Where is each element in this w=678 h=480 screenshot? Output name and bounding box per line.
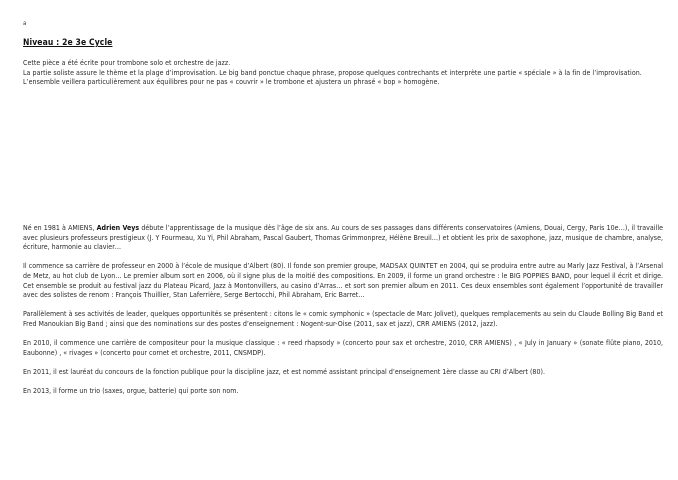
intro-line: La partie soliste assure le thème et la plage d’improvisation. Le big band ponctue chaque phrase, propose quelques contrechants et interprète une partie « spéciale » à la fin de l’improvisation. (23, 68, 642, 77)
intro-line: L’ensemble veillera particulièrement aux équilibres pour ne pas « couvrir » le trombone et ajustera un phrasé « bop » homogène. (23, 78, 440, 87)
bio-paragraph: En 2013, il forme un trio (saxes, orgue, batterie) qui porte son nom. (23, 387, 239, 396)
bio-text: débute l’apprentissage de la musique dès l’âge de six ans. Au cours de ses passages dans différents conservatoires (Amiens, Douai, Cergy, Paris 10e…), il travaille avec plusieurs professeurs prestigieux (J. Y Fourmeau, Xu Yi, Phil Abraham, Pascal Gaubert, Thomas Grimmonprez, Hélène Breuil…) et obtient les prix de saxophone, jazz, musique de chambre, analyse, écriture, harmonie au clavier… (23, 224, 664, 252)
intro-line: Cette pièce a été écrite pour trombone solo et orchestre de jazz. (23, 59, 231, 67)
corner-mark: a (23, 20, 27, 27)
bio-paragraph: Il commence sa carrière de professeur en 2000 à l’école de musique d’Albert (80). Il fonde son premier groupe, MADSAX QUINTET en 2004, qui se produira entre autre au Marly Jazz Festival, à l’Arsenal de Metz, au hot club de Lyon… Le premier album sort en 2006, où il signe plus de la moitié des compositions. En 2009, il forme un grand orchestre : le BIG POPPIES BAND, pour lequel il écrit et dirige. Cet ensemble se produit au festival jazz du Plateau Picard, Jazz à Montonvillers, au casino d’Arras… et sort son premier album en 2011. Ces deux ensembles sont également l’opportunité de travailler avec des solistes de renom : François Thuillier, Stan Laferrière, Serge Bertocchi, Phil Abraham, Eric Barret… (23, 262, 663, 300)
bio-paragraph: En 2011, il est lauréat du concours de la fonction publique pour la discipline jazz, et est nommé assistant principal d’enseignement 1ère classe au CRI d’Albert (80). (23, 367, 545, 376)
bio-paragraph (23, 224, 663, 253)
intro-section (23, 59, 663, 88)
bio-text: Né en 1981 à AMIENS, (23, 224, 97, 232)
bio-paragraph: En 2010, il commence une carrière de compositeur pour la musique classique : « reed rhapsody » (concerto pour sax et orchestre, 2010, CRR AMIENS) , « July in January » (sonate flûte piano, 2010, Eaubonne) , « rivages » (concerto pour cornet et orchestre, 2011, CNSMDP). (23, 339, 663, 357)
artist-name: Adrien Veys (96, 224, 140, 232)
biography-section (23, 224, 663, 406)
bio-paragraph: Parallèlement à ses activités de leader, quelques opportunités se présentent : citons le « comic symphonic » (spectacle de Marc Jolivet), quelques remplacements au sein du Claude Bolling Big Band et Fred Manoukian Big Band ; ainsi que des nominations sur des postes d’enseignement : Nogent-sur-Oise (2011, sax et jazz), CRR AMIENS (2012, jazz). (23, 310, 663, 328)
level-heading: Niveau : 2e 3e Cycle (23, 38, 113, 48)
